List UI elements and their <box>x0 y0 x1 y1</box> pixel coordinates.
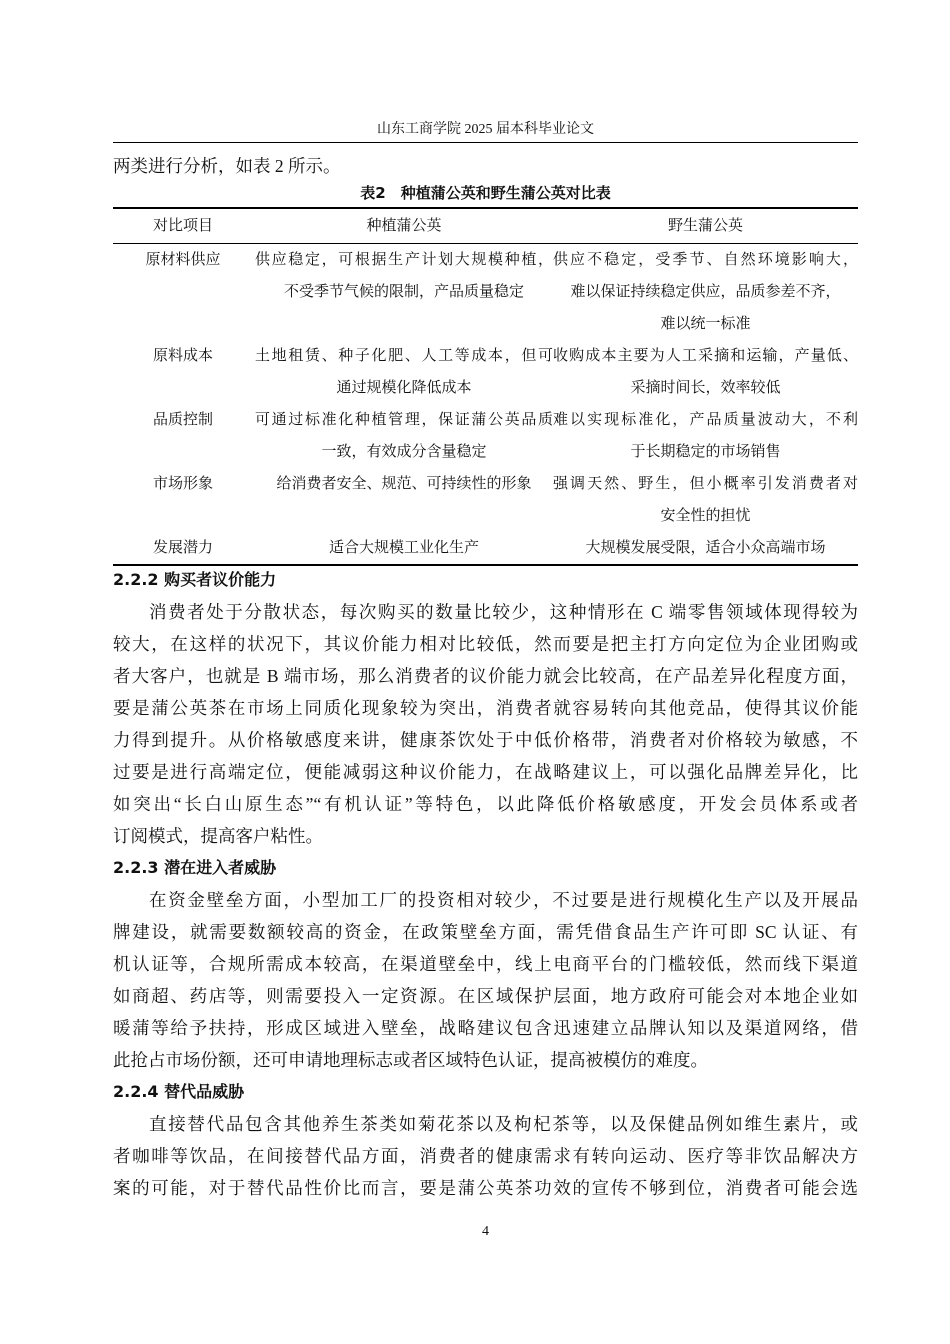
cell-line: 难以保证持续稳定供应，品质参差不齐， <box>570 284 841 300</box>
paragraph-line: 机认证等，合规所需成本较高，在渠道壁垒中，线上电商平台的门槛较低，然而线下渠道 <box>113 954 858 974</box>
paragraph-line: 者咖啡等饮品，在间接替代品方面，消费者的健康需求有转向运动、医疗等非饮品解决方 <box>113 1146 858 1166</box>
cell-item <box>113 340 253 404</box>
cell-line: 适合大规模工业化生产 <box>328 540 479 556</box>
cell-item <box>113 468 253 532</box>
cell-cultivated <box>253 532 553 564</box>
paragraph-line: 案的可能，对于替代品性价比而言，要是蒲公英茶功效的宣传不够到位，消费者可能会选 <box>113 1178 858 1198</box>
cell-line: 难以统一标准 <box>660 316 751 332</box>
paragraph-line: 两类进行分析，如表 2 所示。 <box>113 156 341 176</box>
running-header: 山东工商学院 2025 届本科毕业论文 <box>377 122 594 137</box>
section <box>113 1076 858 1204</box>
cell-line: 强调天然、野生，但小概率引发消费者对 <box>553 476 858 492</box>
table-body <box>113 244 858 564</box>
column-header: 野生蒲公英 <box>667 218 743 234</box>
paragraph-line: 者大客户，也就是 B 端市场，那么消费者的议价能力就会比较高，在产品差异化程度方面， <box>113 666 858 686</box>
section <box>113 852 858 1076</box>
cell-line: 可通过标准化种植管理，保证蒲公英品质 <box>255 412 553 428</box>
paragraph-line: 如突出“长白山原生态”“有机认证”等特色，以此降低价格敏感度，开发会员体系或者 <box>113 794 858 814</box>
cell-item <box>113 404 253 468</box>
comparison-table <box>113 207 858 566</box>
cell-lines <box>553 244 858 340</box>
cell-line: 供应不稳定，受季节、自然环境影响大， <box>553 252 858 268</box>
cell-line: 供应稳定，可根据生产计划大规模种植， <box>255 252 553 268</box>
table-row <box>113 468 858 532</box>
paragraph-line: 直接替代品包含其他养生茶类如菊花茶以及枸杞茶等，以及保健品例如维生素片，或 <box>149 1114 858 1134</box>
paragraph-line: 如商超、药店等，则需要投入一定资源。在区域保护层面，地方政府可能会对本地企业如 <box>113 986 858 1006</box>
paragraph-line: 订阅模式，提高客户粘性。 <box>113 826 323 846</box>
cell-wild <box>553 340 858 404</box>
paragraph-line: 此抢占市场份额，还可申请地理标志或者区域特色认证，提高被模仿的难度。 <box>113 1050 708 1070</box>
cell-line: 市场形象 <box>152 476 213 492</box>
cell-line: 给消费者安全、规范、可持续性的形象 <box>276 476 532 492</box>
table-header-row <box>113 209 858 243</box>
paragraph-line: 暖蒲等给予扶持，形成区域进入壁垒，战略建议包含迅速建立品牌认知以及渠道网络，借 <box>113 1018 858 1038</box>
cell-lines <box>553 532 858 564</box>
table-row <box>113 404 858 468</box>
paragraph-line: 过要是进行高端定位，便能减弱这种议价能力，在战略建议上，可以强化品牌差异化，比 <box>113 762 858 782</box>
cell-line: 原料成本 <box>152 348 213 364</box>
section-heading: 2.2.3 潜在进入者威胁 <box>113 858 277 877</box>
column-header: 种植蒲公英 <box>366 218 442 234</box>
cell-cultivated <box>253 404 553 468</box>
cell-line: 不受季节气候的限制，产品质量稳定 <box>283 284 524 300</box>
table-row <box>113 244 858 340</box>
cell-wild <box>553 404 858 468</box>
cell-wild <box>553 468 858 532</box>
column-header: 对比项目 <box>152 218 213 234</box>
cell-line: 发展潜力 <box>152 540 213 556</box>
cell-cultivated <box>253 340 553 404</box>
cell-line: 一致，有效成分含量稳定 <box>321 444 487 460</box>
cell-lines <box>255 468 553 500</box>
paragraph-line: 要是蒲公英茶在市场上同质化现象较为突出，消费者就容易转向其他竞品，使得其议价能 <box>113 698 858 718</box>
cell-line: 于长期稳定的市场销售 <box>630 444 781 460</box>
cell-lines <box>553 468 858 532</box>
cell-cultivated <box>253 244 553 340</box>
cell-item <box>113 244 253 340</box>
cell-lines <box>255 532 553 564</box>
cell-lines <box>255 340 553 404</box>
cell-wild <box>553 244 858 340</box>
paragraph-line: 在资金壁垒方面，小型加工厂的投资相对较少，不过要是进行规模化生产以及开展品 <box>149 890 858 910</box>
cell-line: 采摘时间长，效率较低 <box>630 380 781 396</box>
cell-line: 难以实现标准化，产品质量波动大，不利 <box>553 412 858 428</box>
cell-cultivated <box>253 468 553 532</box>
paragraph-line: 较大，在这样的状况下，其议价能力相对比较低，然而要是把主打方向定位为企业团购或 <box>113 634 858 654</box>
cell-lines <box>255 404 553 468</box>
paragraph-line: 力得到提升。从价格敏感度来讲，健康茶饮处于中低价格带，消费者对价格较为敏感，不 <box>113 730 858 750</box>
cell-line: 土地租赁、种子化肥、人工等成本，但可 <box>255 348 553 364</box>
section-heading: 2.2.4 替代品威胁 <box>113 1082 245 1101</box>
body-text <box>113 564 858 1204</box>
cell-line: 通过规模化降低成本 <box>336 380 472 396</box>
table-row <box>113 532 858 564</box>
cell-item <box>113 532 253 564</box>
header-rule <box>113 142 858 143</box>
cell-line: 大规模发展受限，适合小众高端市场 <box>585 540 826 556</box>
paragraph-line: 消费者处于分散状态，每次购买的数量比较少，这种情形在 C 端零售领域体现得较为 <box>149 602 858 622</box>
cell-lines <box>553 404 858 468</box>
page-number: 4 <box>482 1224 489 1239</box>
section-heading: 2.2.2 购买者议价能力 <box>113 570 277 589</box>
cell-wild <box>553 532 858 564</box>
cell-line: 收购成本主要为人工采摘和运输，产量低、 <box>553 348 858 364</box>
table-row <box>113 340 858 404</box>
table-caption: 表2 种植蒲公英和野生蒲公英对比表 <box>360 184 611 202</box>
intro-paragraph <box>113 150 858 182</box>
cell-lines <box>553 340 858 404</box>
cell-line: 安全性的担忧 <box>660 508 751 524</box>
cell-lines <box>255 244 553 308</box>
cell-line: 原材料供应 <box>145 252 221 268</box>
cell-line: 品质控制 <box>152 412 213 428</box>
paragraph-line: 牌建设，就需要数额较高的资金，在政策壁垒方面，需凭借食品生产许可即 SC 认证、有 <box>113 922 858 942</box>
section <box>113 564 858 852</box>
